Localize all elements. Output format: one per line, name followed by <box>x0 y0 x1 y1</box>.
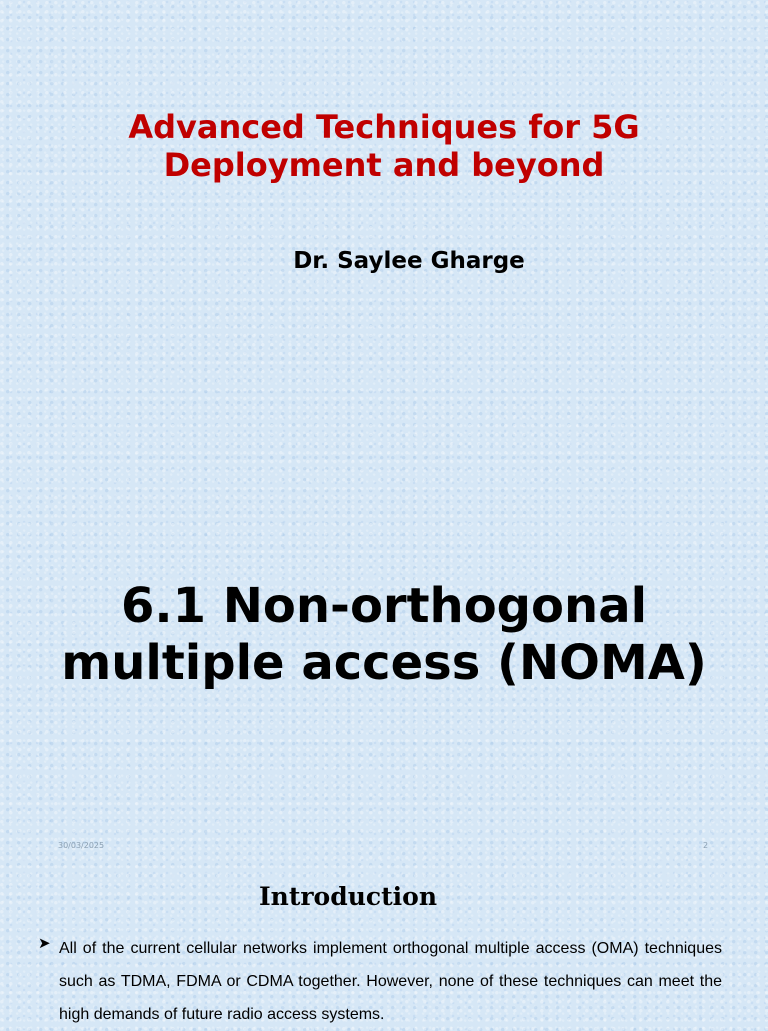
author-name: Dr. Saylee Gharge <box>293 248 525 274</box>
presentation-title-line1: Advanced Techniques for 5G <box>128 108 640 146</box>
content-slide <box>0 860 768 1024</box>
title-slide <box>0 0 768 400</box>
arrow-bullet-icon: ➤ <box>38 934 51 952</box>
slide-heading: Introduction <box>258 882 438 911</box>
bullet-item <box>38 932 722 1031</box>
bullet-text: All of the current cellular networks implement orthogonal multiple access (OMA) techniques such as TDMA, FDMA or CDMA together. However, none of these techniques can meet the high demands of future radio access systems. <box>59 940 722 1023</box>
section-title-line2: multiple access (NOMA) <box>61 635 707 691</box>
footer-date: 30/03/2025 <box>58 841 105 850</box>
page-number: 2 <box>703 841 709 850</box>
presentation-title-line2: Deployment and beyond <box>163 146 605 184</box>
section-title-line1: 6.1 Non-orthogonal <box>120 578 648 634</box>
section-title <box>0 578 768 692</box>
presentation-title <box>0 108 768 184</box>
section-slide <box>0 400 768 860</box>
